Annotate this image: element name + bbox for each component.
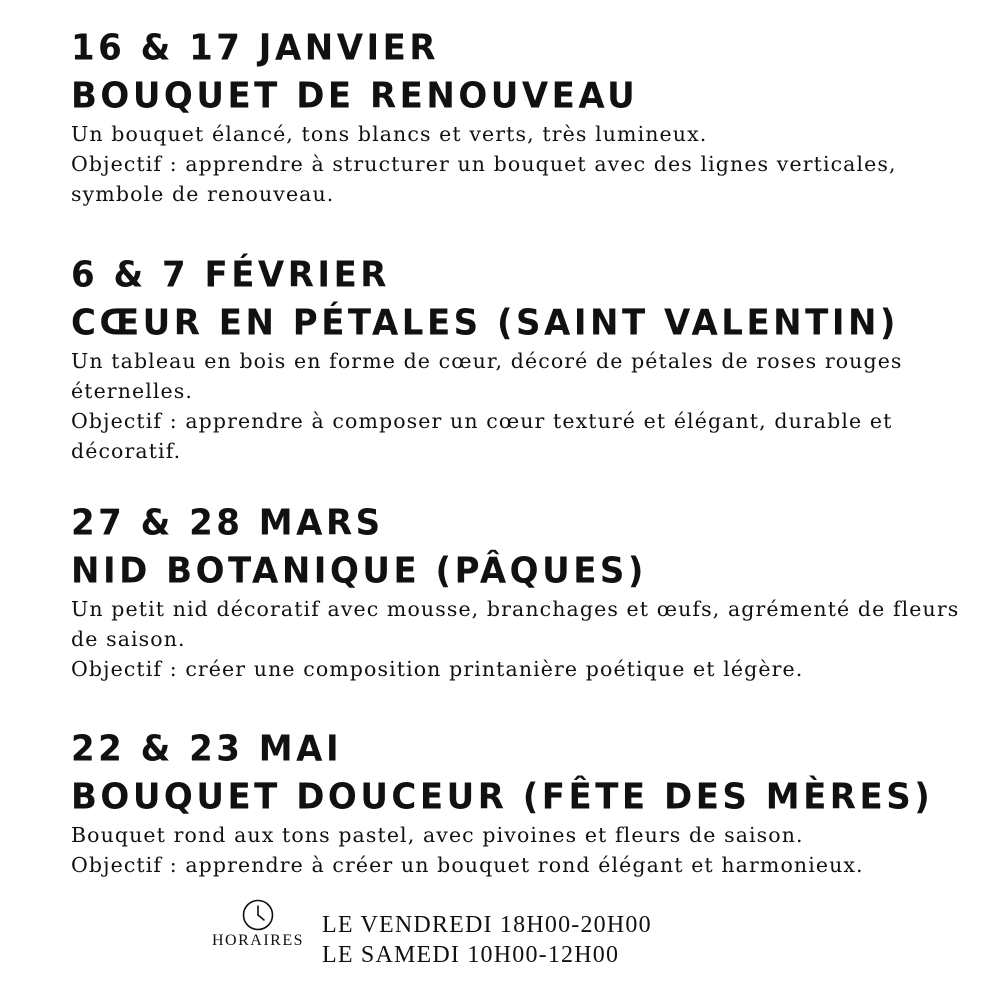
objective-line: Objectif : apprendre à composer un cœur texturé et élégant, durable et décoratif. xyxy=(71,409,893,463)
hours-label: HORAIRES xyxy=(211,932,304,949)
workshop-date: 22 & 23 MAI xyxy=(71,728,343,770)
workshop-title: BOUQUET DOUCEUR (FÊTE DES MÈRES) xyxy=(71,776,934,818)
workshop-4 xyxy=(71,724,981,880)
workshop-title: BOUQUET DE RENOUVEAU xyxy=(71,75,639,117)
clock-icon xyxy=(241,898,275,932)
description-line: Un petit nid décoratif avec mousse, branchages et œufs, agrémenté de fleurs de saison. xyxy=(71,597,960,651)
description-line: Un tableau en bois en forme de cœur, décoré de pétales de roses rouges éternelles. xyxy=(71,349,903,403)
objective-line: Objectif : créer une composition printanière poétique et légère. xyxy=(71,657,804,681)
workshop-date: 27 & 28 MARS xyxy=(71,502,384,544)
workshop-3 xyxy=(71,498,981,684)
workshop-description xyxy=(71,594,981,684)
description-line: Un bouquet élancé, tons blancs et verts, très lumineux. xyxy=(71,122,708,146)
workshop-description xyxy=(71,820,981,880)
workshop-date: 6 & 7 FÉVRIER xyxy=(71,254,390,296)
workshop-1 xyxy=(71,23,981,209)
workshop-date: 16 & 17 JANVIER xyxy=(71,27,440,69)
workshop-2 xyxy=(71,250,981,466)
description-line: Bouquet rond aux tons pastel, avec pivoines et fleurs de saison. xyxy=(71,823,804,847)
hours-section xyxy=(206,898,726,978)
objective-line: Objectif : apprendre à créer un bouquet rond élégant et harmonieux. xyxy=(71,853,864,877)
workshop-description xyxy=(71,346,981,466)
hours-line-saturday: LE SAMEDI 10H00-12H00 xyxy=(322,942,620,968)
workshop-title: NID BOTANIQUE (PÂQUES) xyxy=(71,550,647,592)
hours-list xyxy=(322,910,652,970)
workshop-title: CŒUR EN PÉTALES (SAINT VALENTIN) xyxy=(71,302,899,344)
hours-badge xyxy=(206,898,310,950)
hours-line-friday: LE VENDREDI 18H00-20H00 xyxy=(322,912,652,938)
workshop-description xyxy=(71,119,981,209)
objective-line: Objectif : apprendre à structurer un bouquet avec des lignes verticales, symbole de renouveau. xyxy=(71,152,897,206)
